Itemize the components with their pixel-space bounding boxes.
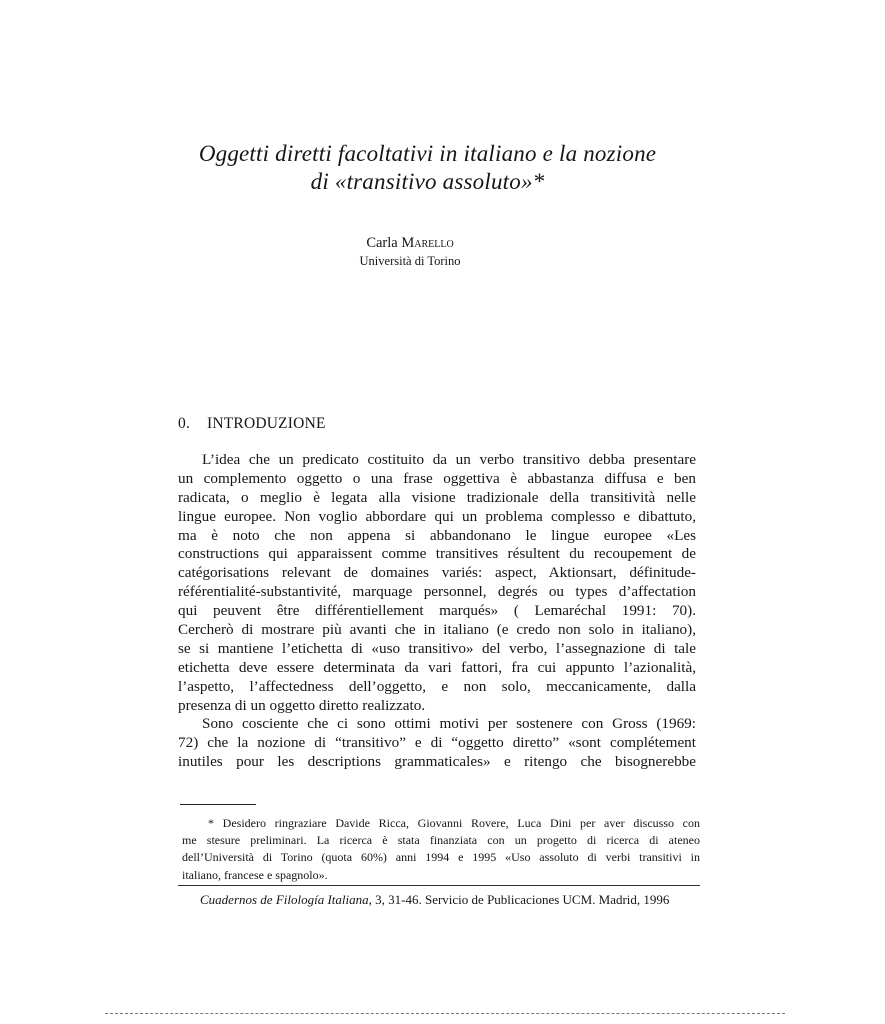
journal-name: Cuadernos de Filología Italiana	[200, 892, 369, 907]
author-affiliation: Università di Torino	[359, 254, 461, 268]
body-line: Sono cosciente che ci sono ottimi motivi per sostenere con Gross (1969:	[202, 715, 696, 733]
citation-details: , 3, 31-46. Servicio de Publicaciones UCM. Madrid, 1996	[368, 892, 670, 907]
body-line: se si mantiene l’etichetta di «uso transitivo» del verbo, l’assegnazione di tale	[178, 639, 696, 657]
article-title-line-1: Oggetti diretti facoltativi in italiano e la nozione	[198, 141, 657, 166]
body-line: référentialité-substantivité, marquage personnel, degrés ou types d’affectation	[178, 583, 696, 601]
scan-edge-line	[105, 1013, 785, 1014]
footnote-line: italiano, francese e spagnolo».	[182, 867, 328, 882]
footnote-line: me stesure preliminari. La ricerca è stata finanziata con un progetto di ricerca di ateneo	[182, 833, 700, 848]
body-line: lingue europee. Non voglio abbordare qui un problema complesso e dibattuto,	[178, 507, 696, 525]
body-line: L’idea che un predicato costituito da un verbo transitivo debba presentare	[202, 451, 696, 468]
footnote-line: * Desidero ringraziare Davide Ricca, Giovanni Rovere, Luca Dini per aver discusso con	[208, 816, 700, 830]
author-last-name: Marello	[401, 235, 454, 251]
body-line: 72) che la nozione di “transitivo” e di “oggetto diretto” «sont complétement	[178, 734, 696, 752]
article-title	[150, 140, 705, 196]
citation-rule	[178, 885, 700, 886]
footnote	[182, 815, 700, 884]
footnote-separator	[180, 804, 256, 805]
section-heading	[178, 414, 326, 434]
author-first-name: Carla	[366, 235, 398, 251]
body-line: presenza di un oggetto diretto realizzato.	[178, 696, 426, 714]
body-line: radicata, o meglio è legata alla visione tradizionale della transitività nelle	[178, 488, 696, 506]
body-text	[178, 451, 696, 772]
article-title-line-2: di «transitivo assoluto»*	[310, 169, 545, 194]
body-line: inutiles pour les descriptions grammaticales» e ritengo che bisognerebbe	[178, 753, 696, 771]
body-line: l’aspetto, l’affectedness dell’oggetto, e non solo, meccanicamente, dalla	[178, 677, 696, 695]
body-line: Cercherò di mostrare più avanti che in italiano (e credo non solo in italiano),	[178, 621, 696, 639]
journal-citation	[200, 891, 669, 908]
footnote-line: dell’Università di Torino (quota 60%) anni 1994 e 1995 «Uso assoluto di verbi transitivi in	[182, 850, 700, 865]
section-title: INTRODUZIONE	[207, 415, 326, 432]
body-line: constructions qui apparaissent comme transitives résultent du recoupement de	[178, 545, 696, 563]
author-name	[300, 234, 520, 252]
body-line: catégorisations relevant de domaines variés: aspect, Aktionsart, définitude-	[178, 564, 696, 582]
body-line: etichetta deve essere determinata da vari fattori, fra cui appunto l’azionalità,	[178, 658, 696, 676]
body-line: qui peuvent être différentiellement marqués» ( Lemaréchal 1991: 70).	[178, 602, 696, 620]
body-line: un complemento oggetto o una frase oggettiva è abbastanza diffusa e ben	[178, 469, 696, 487]
section-number: 0.	[178, 415, 191, 432]
body-line: ma è noto che non appena si abbandonano le lingue europee «Les	[178, 526, 696, 544]
